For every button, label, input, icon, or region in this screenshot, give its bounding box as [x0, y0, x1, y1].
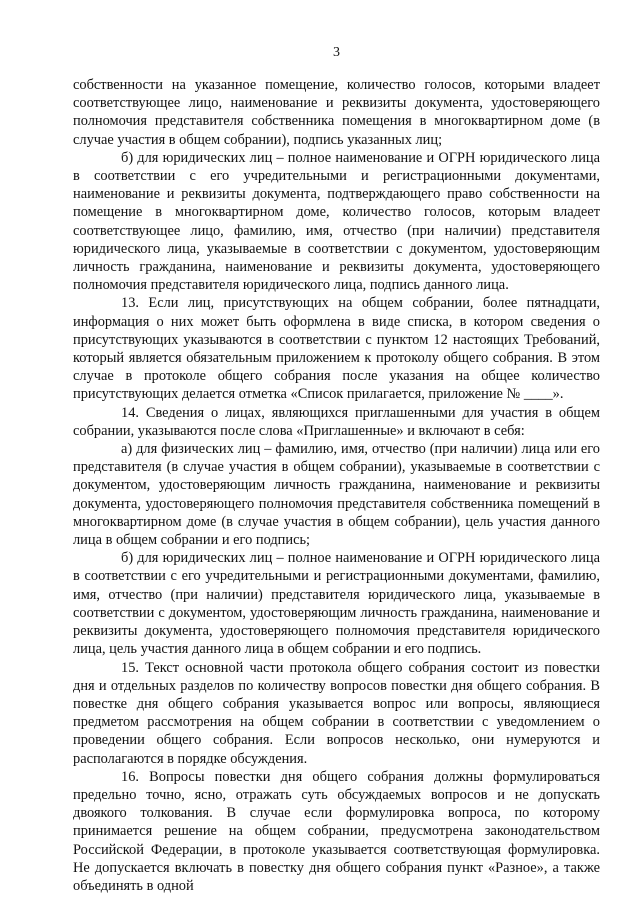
paragraph: б) для юридических лиц – полное наименование и ОГРН юридического лица в соответствии с его учредительными и регистрационными документами, фамилию, имя, отчество (при наличии) представителя юридического лица, указываемые в соответствии с документом, удостоверяющим личность гражданина, наименование и реквизиты документа, удостоверяющего полномочия представителя юридического лица, цель участия данного лица в общем собрании и его подпись. — [73, 550, 600, 658]
paragraph: 14. Сведения о лицах, являющихся приглашенными для участия в общем собрании, указываются после слова «Приглашенные» и включают в себя: — [73, 404, 600, 439]
document-body — [73, 76, 600, 895]
paragraph: 13. Если лиц, присутствующих на общем собрании, более пятнадцати, информация о них может быть оформлена в виде списка, в котором сведения о присутствующих указываются в соответствии с пунктом 12 настоящих Требований, который является обязательным приложением к протоколу общего собрания. В этом случае в протоколе общего собрания после указания на общее количество присутствующих делается отметка «Список прилагается, приложение № ____». — [73, 295, 600, 403]
paragraph: 15. Текст основной части протокола общего собрания состоит из повестки дня и отдельных разделов по количеству вопросов повестки дня общего собрания. В повестке дня общего собрания указывается вопрос или вопросы, являющиеся предметом рассмотрения на общем собрании в соответствии с уведомлением о проведении общего собрания. Если вопросов несколько, они нумеруются и располагаются в порядке обсуждения. — [73, 659, 600, 767]
paragraph: 16. Вопросы повестки дня общего собрания должны формулироваться предельно точно, ясно, отражать суть обсуждаемых вопросов и не допускать двоякого толкования. В случае если формулировка вопроса, по которому принимается решение на общем собрании, предусмотрена законодательством Российской Федерации, в протоколе указывается соответствующая формулировка. Не допускается включать в повестку дня общего собрания пункт «Разное», а также объединять в одной — [73, 768, 600, 894]
paragraph: собственности на указанное помещение, количество голосов, которыми владеет соответствующее лицо, наименование и реквизиты документа, удостоверяющего полномочия представителя собственника помещения в многоквартирном доме (в случае участия в общем собрании), подпись указанных лиц; — [73, 77, 600, 148]
paragraph: б) для юридических лиц – полное наименование и ОГРН юридического лица в соответствии с его учредительными и регистрационными документами, наименование и реквизиты документа, подтверждающего право собственности на помещение в многоквартирном доме, количество голосов, которым владеет соответствующее лицо, фамилию, имя, отчество (при наличии) представителя юридического лица, указываемые в соответствии с документом, удостоверяющим личность гражданина, наименование и реквизиты документа, удостоверяющего полномочия представителя юридического лица, подпись данного лица. — [73, 149, 600, 294]
page-number: 3 — [333, 45, 340, 60]
paragraph: а) для физических лиц – фамилию, имя, отчество (при наличии) лица или его представителя (в случае участия в общем собрании), указываемые в соответствии с документом, удостоверяющим личность гражданина, наименование и реквизиты документа, удостоверяющего полномочия представителя собственника помещений в многоквартирном доме (в случае участия в общем собрании), цель участия данного лица в общем собрании и его подпись; — [73, 441, 600, 549]
